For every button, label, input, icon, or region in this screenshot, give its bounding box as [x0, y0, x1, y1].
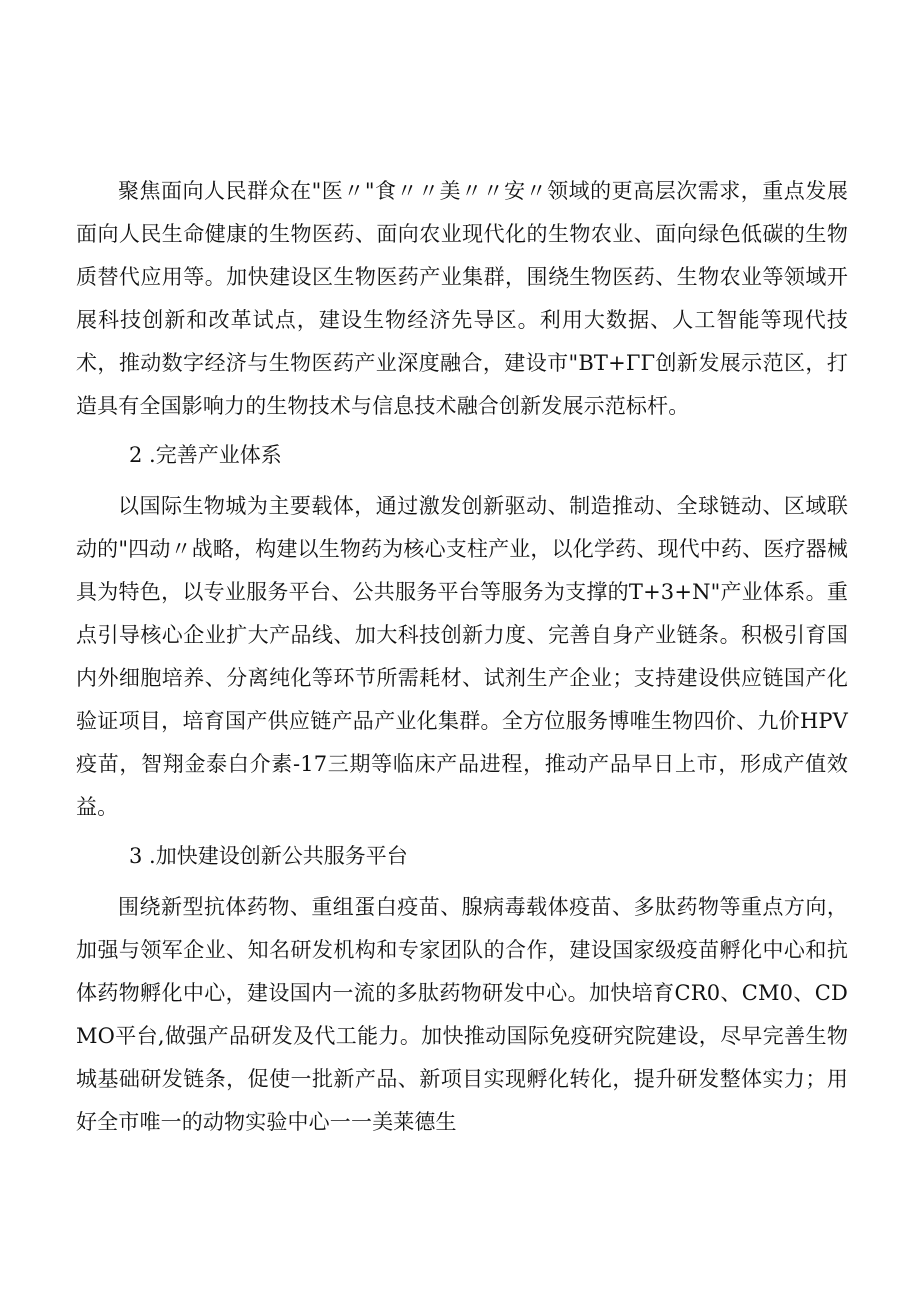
section-heading: 2 .完善产业体系: [129, 443, 282, 467]
body-paragraph: 围绕新型抗体药物、重组蛋白疫苗、腺病毒载体疫苗、多肽药物等重点方向，加强与领军企业、知名研发机构和专家团队的合作，建设国家级疫苗孵化中心和抗体药物孵化中心，建设国内一流的多肽药物研发中心。加快培育CR0、CM0、CDMO平台,做强产品研发及代工能力。加快推动国际免疫研究院建设，尽早完善生物城基础研发链条，促使一批新产品、新项目实现孵化转化，提升研发整体实力；用好全市唯一的动物实验中心一一美莱德生: [76, 895, 848, 1134]
paragraph-spacer: [76, 477, 848, 485]
section-heading: 3 .加快建设创新公共服务平台: [129, 844, 408, 868]
paragraph-spacer: [76, 878, 848, 886]
body-paragraph: 聚焦面向人民群众在"医〃"食〃〃美〃〃安〃领域的更高层次需求，重点发展面向人民生命健康的生物医药、面向农业现代化的生物农业、面向绿色低碳的生物质替代应用等。加快建设区生物医药产业集群，围绕生物医药、生物农业等领域开展科技创新和改革试点，建设生物经济先导区。利用大数据、人工智能等现代技术，推动数字经济与生物医药产业深度融合，建设市"BT+ΓΓ创新发展示范区，打造具有全国影响力的生物技术与信息技术融合创新发展示范标杆。: [76, 179, 848, 418]
body-paragraph: 以国际生物城为主要载体，通过激发创新驱动、制造推动、全球链动、区域联动的"四动〃战略，构建以生物药为核心支柱产业，以化学药、现代中药、医疗器械具为特色，以专业服务平台、公共服务平台等服务为支撑的T+3+N"产业体系。重点引导核心企业扩大产品线、加大科技创新力度、完善自身产业链条。积极引育国内外细胞培养、分离纯化等环节所需耗材、试剂生产企业；支持建设供应链国产化验证项目，培育国产供应链产品产业化集群。全方位服务博唯生物四价、九价HPV疫苗，智翔金泰白介素-17三期等临床产品进程，推动产品早日上市，形成产值效益。: [76, 494, 848, 819]
